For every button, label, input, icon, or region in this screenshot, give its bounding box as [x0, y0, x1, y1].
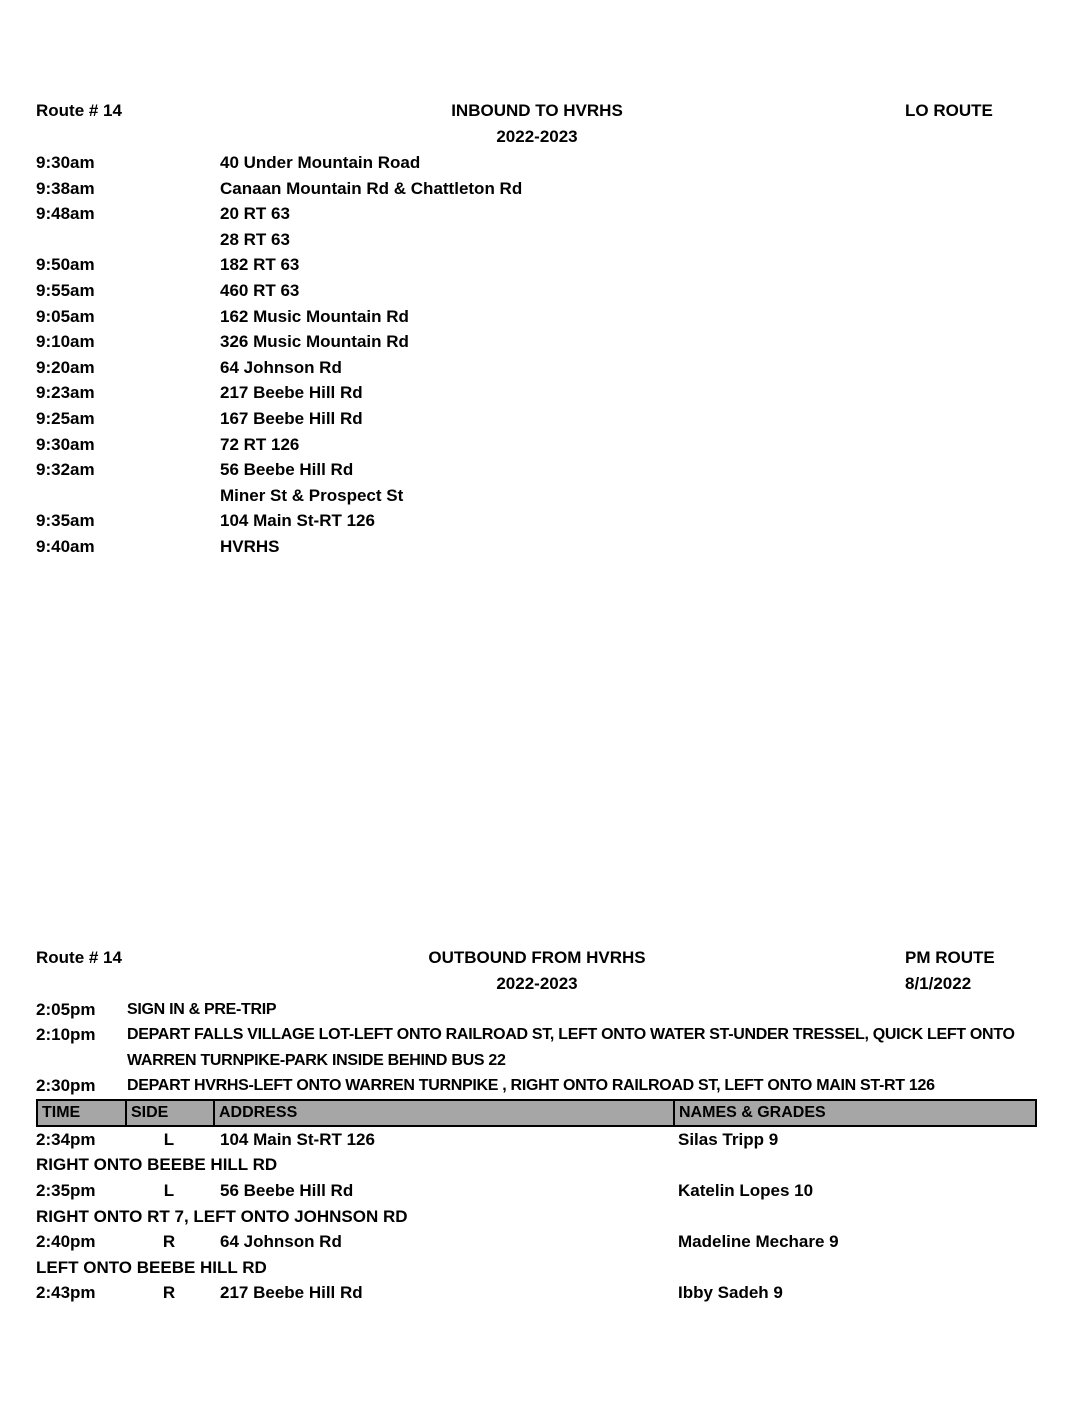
- stop-address: 20 RT 63: [220, 204, 290, 224]
- am-header-row: [36, 98, 1038, 124]
- stop-time: 9:20am: [36, 357, 95, 377]
- pm-pretrip-list: [36, 997, 1038, 1099]
- stop-time: 9:48am: [36, 204, 95, 224]
- pm-title: OUTBOUND FROM HVRHS: [428, 947, 646, 967]
- roster-row: [36, 1280, 1037, 1306]
- stop-row: [36, 355, 1038, 381]
- roster-names: Silas Tripp 9: [678, 1129, 779, 1149]
- am-stop-list: [36, 150, 1038, 560]
- roster-table: [36, 1099, 1037, 1306]
- roster-row: [36, 1178, 1037, 1204]
- stop-time: 9:25am: [36, 408, 95, 428]
- stop-row: [36, 432, 1038, 458]
- stop-address: 56 Beebe Hill Rd: [220, 460, 354, 480]
- roster-address: 56 Beebe Hill Rd: [220, 1181, 354, 1201]
- stop-row: [36, 201, 1038, 227]
- roster-time: 2:40pm: [36, 1232, 96, 1252]
- roster-side: L: [163, 1181, 175, 1201]
- roster-address: 64 Johnson Rd: [220, 1232, 342, 1252]
- roster-names: Katelin Lopes 10: [678, 1181, 814, 1201]
- stop-row: [36, 534, 1038, 560]
- stop-time: 9:10am: [36, 332, 95, 352]
- stop-time: 9:05am: [36, 306, 95, 326]
- stop-time: 9:55am: [36, 280, 95, 300]
- stop-address: 326 Music Mountain Rd: [220, 332, 409, 352]
- stop-address: HVRHS: [220, 536, 280, 556]
- stop-address: 182 RT 63: [220, 255, 300, 275]
- roster-row: [36, 1229, 1037, 1255]
- roster-instruction-row: LEFT ONTO BEEBE HILL RD: [36, 1257, 267, 1277]
- stop-row: [36, 252, 1038, 278]
- pretrip-time: 2:05pm: [36, 999, 96, 1019]
- stop-time: 9:23am: [36, 383, 95, 403]
- stop-address: 28 RT 63: [220, 229, 290, 249]
- roster-instruction-row: RIGHT ONTO RT 7, LEFT ONTO JOHNSON RD: [36, 1206, 408, 1226]
- pm-school-year: 2022-2023: [496, 973, 578, 993]
- stop-row: [36, 483, 1038, 509]
- pretrip-time: 2:30pm: [36, 1076, 96, 1096]
- roster-row: [36, 1127, 1037, 1153]
- am-route-label: LO ROUTE: [905, 101, 993, 120]
- roster-names: Madeline Mechare 9: [678, 1232, 839, 1252]
- stop-address: 64 Johnson Rd: [220, 357, 342, 377]
- stop-address: 167 Beebe Hill Rd: [220, 408, 363, 428]
- stop-address: Miner St & Prospect St: [220, 485, 404, 505]
- roster-instruction-row: RIGHT ONTO BEEBE HILL RD: [36, 1155, 278, 1175]
- stop-row: [36, 176, 1038, 202]
- stop-time: [36, 227, 220, 253]
- pretrip-description: SIGN IN & PRE-TRIP: [127, 1000, 277, 1018]
- pm-date: 8/1/2022: [905, 973, 972, 993]
- stop-address: 40 Under Mountain Road: [220, 153, 421, 172]
- pm-header-row: [36, 945, 1038, 971]
- stop-row: [36, 329, 1038, 355]
- stop-row: [36, 508, 1038, 534]
- stop-time: 9:30am: [36, 153, 95, 172]
- stop-address: 72 RT 126: [220, 434, 300, 454]
- roster-time: 2:34pm: [36, 1129, 96, 1149]
- stop-time: 9:32am: [36, 460, 95, 480]
- roster-names: Ibby Sadeh 9: [678, 1283, 783, 1303]
- stop-row: [36, 406, 1038, 432]
- roster-address: 104 Main St-RT 126: [220, 1129, 375, 1149]
- pretrip-description: DEPART FALLS VILLAGE LOT-LEFT ONTO RAILROAD ST, LEFT ONTO WATER ST-UNDER TRESSEL, QUICK LEFT ONTO WARREN TURNPIKE-PARK INSIDE BEHIND BUS 22: [127, 1026, 1015, 1069]
- roster-header-time: TIME: [38, 1101, 127, 1125]
- stop-address: 162 Music Mountain Rd: [220, 306, 409, 326]
- roster-time: 2:35pm: [36, 1181, 96, 1201]
- pm-subheader-row: [36, 971, 1038, 997]
- roster-address: 217 Beebe Hill Rd: [220, 1283, 363, 1303]
- stop-time: [36, 483, 220, 509]
- roster-side: L: [163, 1129, 175, 1149]
- pretrip-row: [36, 1073, 1038, 1099]
- roster-side: R: [162, 1283, 176, 1303]
- pretrip-time: 2:10pm: [36, 1025, 96, 1045]
- am-route-number: Route # 14: [36, 101, 122, 120]
- roster-header-names: NAMES & GRADES: [679, 1103, 826, 1121]
- roster-side: R: [162, 1232, 176, 1252]
- roster-header-address: ADDRESS: [215, 1101, 675, 1125]
- blank-space: [36, 560, 1038, 945]
- am-title: INBOUND TO HVRHS: [451, 101, 623, 120]
- stop-row: [36, 380, 1038, 406]
- roster-header-side: SIDE: [127, 1101, 215, 1125]
- pretrip-description: DEPART HVRHS-LEFT ONTO WARREN TURNPIKE , RIGHT ONTO RAILROAD ST, LEFT ONTO MAIN ST-RT 126: [127, 1077, 935, 1095]
- stop-time: 9:40am: [36, 536, 95, 556]
- stop-row: [36, 227, 1038, 253]
- am-section: [36, 98, 1038, 560]
- stop-row: [36, 457, 1038, 483]
- pm-route-label: PM ROUTE: [905, 947, 995, 967]
- stop-time: 9:50am: [36, 255, 95, 275]
- stop-address: 104 Main St-RT 126: [220, 511, 375, 531]
- stop-row: [36, 304, 1038, 330]
- pm-route-number: Route # 14: [36, 947, 122, 967]
- roster-time: 2:43pm: [36, 1283, 96, 1303]
- stop-address: 460 RT 63: [220, 280, 300, 300]
- stop-time: 9:38am: [36, 178, 95, 198]
- stop-address: Canaan Mountain Rd & Chattleton Rd: [220, 178, 523, 198]
- pretrip-row: [36, 1022, 1038, 1073]
- stop-row: [36, 150, 1038, 176]
- stop-time: 9:35am: [36, 511, 95, 531]
- stop-time: 9:30am: [36, 434, 95, 454]
- roster-table-header: [36, 1099, 1037, 1127]
- stop-address: 217 Beebe Hill Rd: [220, 383, 363, 403]
- pretrip-row: [36, 997, 1038, 1023]
- am-subheader-row: [36, 124, 1038, 150]
- pm-section: [36, 945, 1038, 1307]
- stop-row: [36, 278, 1038, 304]
- am-school-year: 2022-2023: [496, 127, 578, 146]
